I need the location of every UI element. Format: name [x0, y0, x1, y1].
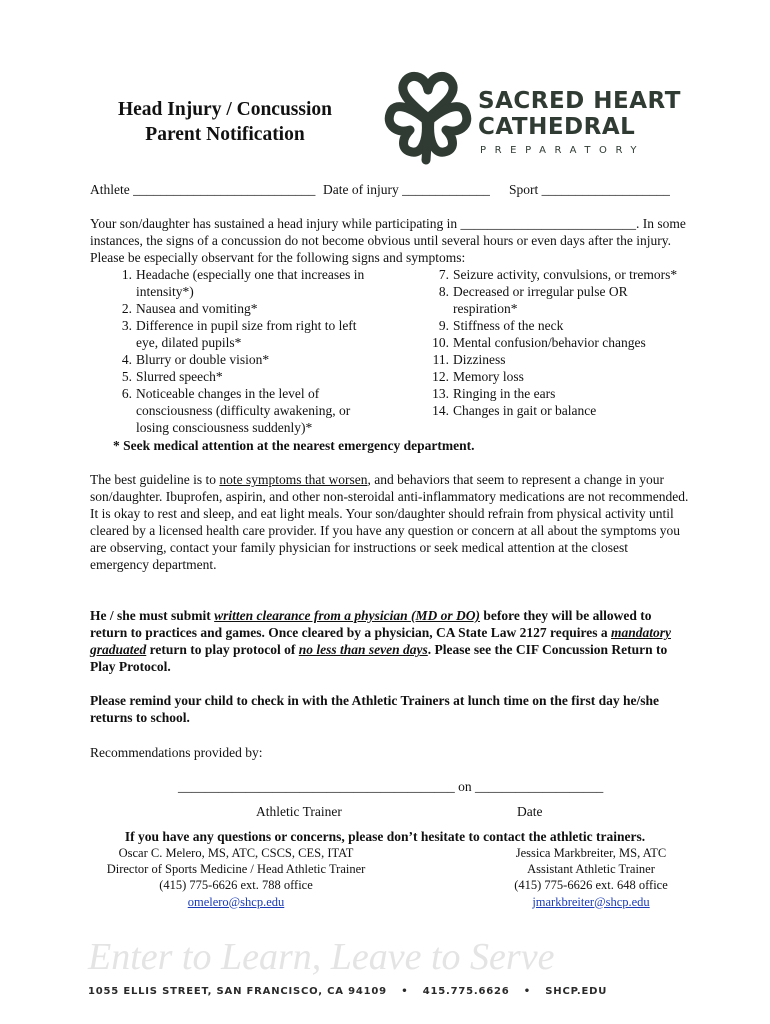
- list-item: [431, 368, 691, 385]
- list-item: [431, 334, 691, 351]
- list-number: 2.: [121, 301, 132, 316]
- footer-separator: •: [523, 986, 531, 997]
- list-item: [431, 351, 691, 368]
- athletic-trainer-label: Athletic Trainer: [256, 804, 342, 819]
- intro-paragraph: Your son/daughter has sustained a head injury while participating in __________________________. In some instances, the signs of a concussion do not become obvious until several hours or even days after the injury. Please be especially observant for the following signs and symptoms:: [90, 216, 686, 265]
- date-label: Date: [517, 804, 543, 819]
- list-text: Dizziness: [453, 352, 506, 367]
- list-text: Ringing in the ears: [453, 386, 556, 401]
- list-item: [114, 368, 374, 385]
- footer: [88, 986, 607, 997]
- list-item: [431, 402, 691, 419]
- list-text: Seizure activity, convulsions, or tremors*: [453, 267, 678, 282]
- athlete-field[interactable]: Athlete ___________________________: [90, 182, 316, 197]
- list-item: [114, 317, 374, 351]
- list-number: 10.: [432, 335, 449, 350]
- list-number: 4.: [121, 352, 132, 367]
- trainer-email-link[interactable]: omelero@shcp.edu: [187, 894, 285, 909]
- list-text: Decreased or irregular pulse OR respiration*: [453, 284, 628, 316]
- contact-header: If you have any questions or concerns, please don’t hesitate to contact the athletic trainers.: [124, 829, 646, 844]
- footer-address: 1055 ELLIS STREET, SAN FRANCISCO, CA 94109: [88, 986, 387, 997]
- list-text: Noticeable changes in the level of consciousness (difficulty awakening, or losing consciousness suddenly)*: [136, 386, 351, 435]
- trainer-title: Assistant Athletic Trainer: [527, 862, 655, 877]
- trainer-contact-1: [86, 845, 386, 910]
- list-number: 14.: [432, 403, 449, 418]
- trainer-phone: (415) 775-6626 ext. 788 office: [159, 878, 313, 893]
- trainer-phone: (415) 775-6626 ext. 648 office: [514, 878, 668, 893]
- list-number: 3.: [121, 318, 132, 333]
- list-number: 7.: [438, 267, 449, 282]
- clearance-text-2: before they will be allowed to return to practices and games. Once cleared by a physician, CA State Law 2127 requires a: [90, 608, 652, 640]
- guideline-text-rest: , and behaviors that seem to represent a change in your son/daughter. Ibuprofen, aspirin, and other non-steroidal anti-inflammatory medications are not recommended. It is okay to rest and sleep, and eat light meals. Your son/daughter should refrain from physical activity until cleared by a licensed health care provider. If you have any question or concern at all about the symptoms you are observing, contact your family physician for instructions or seek medical attention at the closest emergency department.: [90, 472, 689, 572]
- list-text: Changes in gait or balance: [453, 403, 597, 418]
- clearance-emphasis-1: written clearance from a physician (MD or DO): [214, 608, 481, 623]
- list-item: [431, 283, 691, 317]
- list-item: [114, 266, 374, 300]
- list-text: Blurry or double vision*: [136, 352, 270, 367]
- list-number: 5.: [121, 369, 132, 384]
- list-item: [431, 317, 691, 334]
- symptom-list-left: [114, 266, 374, 436]
- page-title: [90, 97, 360, 147]
- clearance-emphasis-2: mandatory graduated: [90, 625, 671, 657]
- list-number: 13.: [432, 386, 449, 401]
- footer-website: SHCP.EDU: [545, 986, 608, 997]
- list-item: [431, 266, 691, 283]
- clearance-text-4: . Please see the CIF Concussion Return to Play Protocol.: [90, 642, 668, 674]
- list-text: Stiffness of the neck: [453, 318, 564, 333]
- list-text: Difference in pupil size from right to left eye, dilated pupils*: [136, 318, 357, 350]
- list-number: 1.: [121, 267, 132, 282]
- list-number: 11.: [432, 352, 449, 367]
- clearance-paragraph: [90, 607, 690, 675]
- logo-text-cathedral: CATHEDRAL: [478, 114, 636, 140]
- clearance-text-1: He / she must submit: [90, 608, 215, 623]
- footer-phone: 415.775.6626: [422, 986, 510, 997]
- sport-field[interactable]: Sport ___________________: [509, 182, 670, 197]
- trainer-contact-2: [480, 845, 702, 910]
- list-text: Headache (especially one that increases in intensity*): [136, 267, 365, 299]
- list-item: [114, 300, 374, 317]
- logo-text-sacred-heart: SACRED HEART: [478, 88, 681, 114]
- guideline-emphasis: note symptoms that worsen: [219, 472, 368, 487]
- guideline-paragraph: [90, 471, 690, 573]
- date-of-injury-field[interactable]: Date of injury _____________: [323, 182, 490, 197]
- list-item: [114, 351, 374, 368]
- list-number: 6.: [121, 386, 132, 401]
- guideline-text-start: The best guideline is to: [90, 472, 220, 487]
- list-item: [431, 385, 691, 402]
- list-number: 8.: [438, 284, 449, 299]
- footer-separator: •: [401, 986, 409, 997]
- signature-line[interactable]: _________________________________________ on ___________________: [178, 779, 604, 794]
- motto-watermark: Enter to Learn, Leave to Serve: [88, 936, 555, 978]
- list-text: Memory loss: [453, 369, 524, 384]
- list-text: Nausea and vomiting*: [136, 301, 258, 316]
- list-number: 12.: [432, 369, 449, 384]
- clearance-text-3: return to play protocol of: [146, 642, 299, 657]
- list-number: 9.: [438, 318, 449, 333]
- trainer-name: Jessica Markbreiter, MS, ATC: [515, 846, 667, 860]
- clearance-emphasis-3: no less than seven days: [298, 642, 428, 657]
- recommendations-label: Recommendations provided by:: [90, 745, 263, 760]
- trainer-title: Director of Sports Medicine / Head Athletic Trainer: [106, 862, 366, 877]
- trainer-name: Oscar C. Melero, MS, ATC, CSCS, CES, ITAT: [118, 846, 354, 860]
- list-item: [114, 385, 374, 436]
- symptom-list-right: [431, 266, 691, 419]
- trainer-email-link[interactable]: jmarkbreiter@shcp.edu: [532, 894, 650, 909]
- title-line-2: Parent Notification: [145, 124, 305, 145]
- shamrock-heart-icon: [382, 70, 474, 166]
- list-text: Mental confusion/behavior changes: [453, 335, 646, 350]
- title-line-1: Head Injury / Concussion: [117, 99, 332, 120]
- remind-paragraph: Please remind your child to check in with the Athletic Trainers at lunch time on the first day he/she returns to school.: [90, 693, 659, 725]
- seek-medical-note: * Seek medical attention at the nearest emergency department.: [113, 438, 475, 453]
- list-text: Slurred speech*: [136, 369, 223, 384]
- logo-text-preparatory: PREPARATORY: [480, 145, 646, 156]
